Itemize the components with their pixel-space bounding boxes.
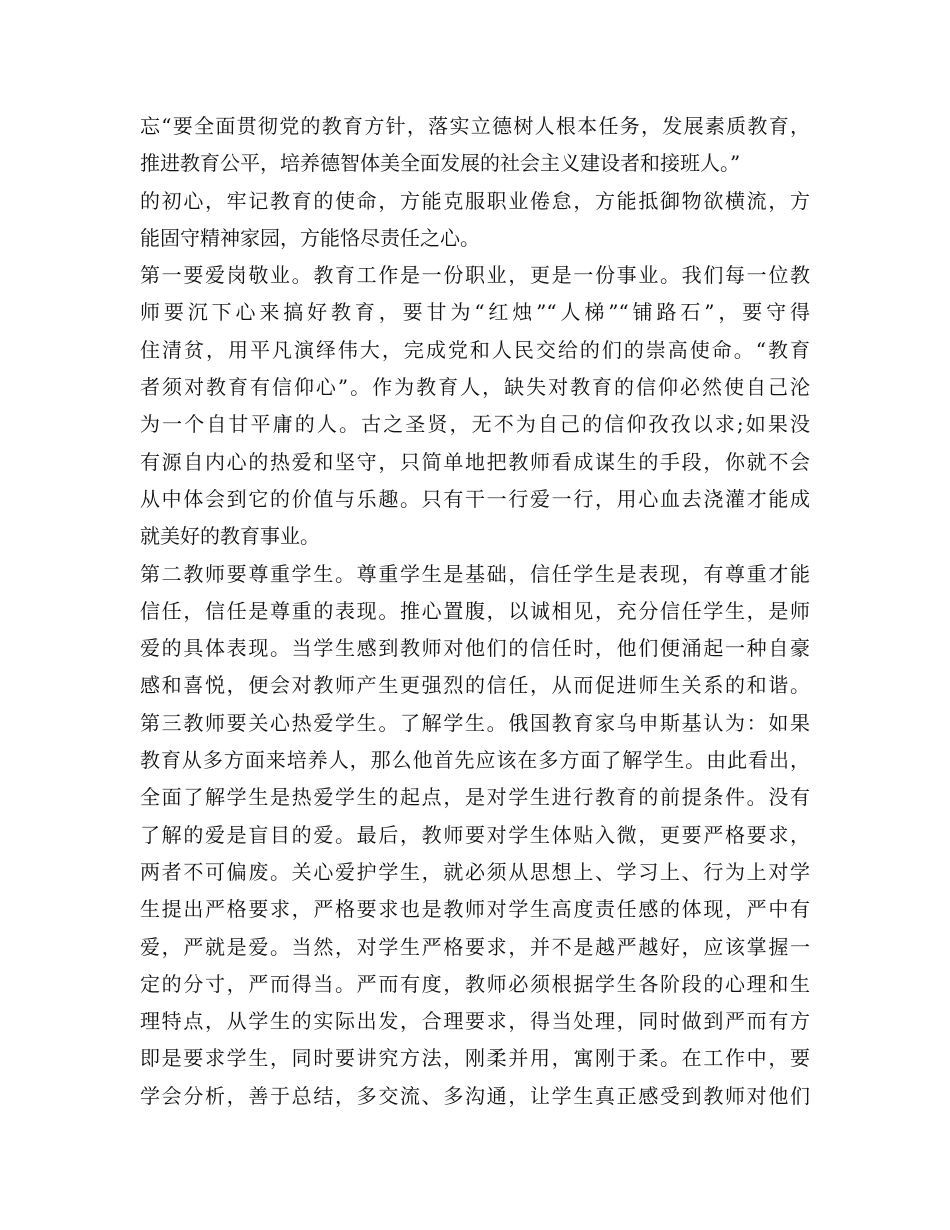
text-line: 第三教师要关心热爱学生。了解学生。俄国教育家乌申斯基认为：如果 <box>140 710 810 735</box>
text-line: 忘“要全面贯彻党的教育方针，落实立德树人根本任务，发展素质教育， <box>140 114 810 138</box>
text-line: 爱的具体表现。当学生感到教师对他们的信任时，他们便涌起一种自豪 <box>140 636 810 661</box>
text-line: 了解的爱是盲目的爱。最后，教师要对学生体贴入微，更要严格要求， <box>140 822 810 847</box>
text-line: 即是要求学生，同时要讲究方法，刚柔并用，寓刚于柔。在工作中，要 <box>140 1046 810 1071</box>
body-text <box>140 108 810 1115</box>
text-line: 生提出严格要求，严格要求也是教师对学生高度责任感的体现，严中有 <box>140 897 810 922</box>
text-line: 学会分析，善于总结，多交流、多沟通，让学生真正感受到教师对他们 <box>140 1083 810 1108</box>
text-line: 第一要爱岗敬业。教育工作是一份职业，更是一份事业。我们每一位教 <box>140 263 810 288</box>
text-line: 第二教师要尊重学生。尊重学生是基础，信任学生是表现，有尊重才能 <box>140 561 810 586</box>
text-line: 理特点，从学生的实际出发，合理要求，得当处理，同时做到严而有方 <box>140 1009 810 1034</box>
text-line: 者须对教育有信仰心”。作为教育人，缺失对教育的信仰必然使自己沦 <box>140 375 810 400</box>
text-line: 两者不可偏废。关心爱护学生，就必须从思想上、学习上、行为上对学 <box>140 859 810 884</box>
text-line: 就美好的教育事业。 <box>140 524 320 549</box>
text-line: 的初心，牢记教育的使命，方能克服职业倦怠，方能抵御物欲横流，方 <box>140 188 810 213</box>
text-line: 全面了解学生是热爱学生的起点，是对学生进行教育的前提条件。没有 <box>140 785 810 810</box>
text-line: 感和喜悦，便会对教师产生更强烈的信任，从而促进师生关系的和谐。 <box>140 673 810 698</box>
text-line: 定的分寸，严而得当。严而有度，教师必须根据学生各阶段的心理和生 <box>140 971 810 996</box>
text-line: 推进教育公平，培养德智体美全面发展的社会主义建设者和接班人。” <box>140 151 741 176</box>
text-line: 师要沉下心来搞好教育，要甘为“红烛”“人梯”“铺路石”，要守得 <box>140 300 810 325</box>
text-line: 为一个自甘平庸的人。古之圣贤，无不为自己的信仰孜孜以求;如果没 <box>140 412 810 437</box>
text-line: 爱，严就是爱。当然，对学生严格要求，并不是越严越好，应该掌握一 <box>140 934 810 959</box>
text-line: 教育从多方面来培养人，那么他首先应该在多方面了解学生。由此看出， <box>140 748 810 773</box>
text-line: 从中体会到它的价值与乐趣。只有干一行爱一行，用心血去浇灌才能成 <box>140 486 810 511</box>
text-line: 住清贫，用平凡演绎伟大，完成党和人民交给的们的崇高使命。“教育 <box>140 337 810 362</box>
text-line: 有源自内心的热爱和坚守，只简单地把教师看成谋生的手段，你就不会 <box>140 449 810 474</box>
text-line: 信任，信任是尊重的表现。推心置腹，以诚相见，充分信任学生，是师 <box>140 598 810 623</box>
text-line: 能固守精神家园，方能恪尽责任之心。 <box>140 225 480 250</box>
